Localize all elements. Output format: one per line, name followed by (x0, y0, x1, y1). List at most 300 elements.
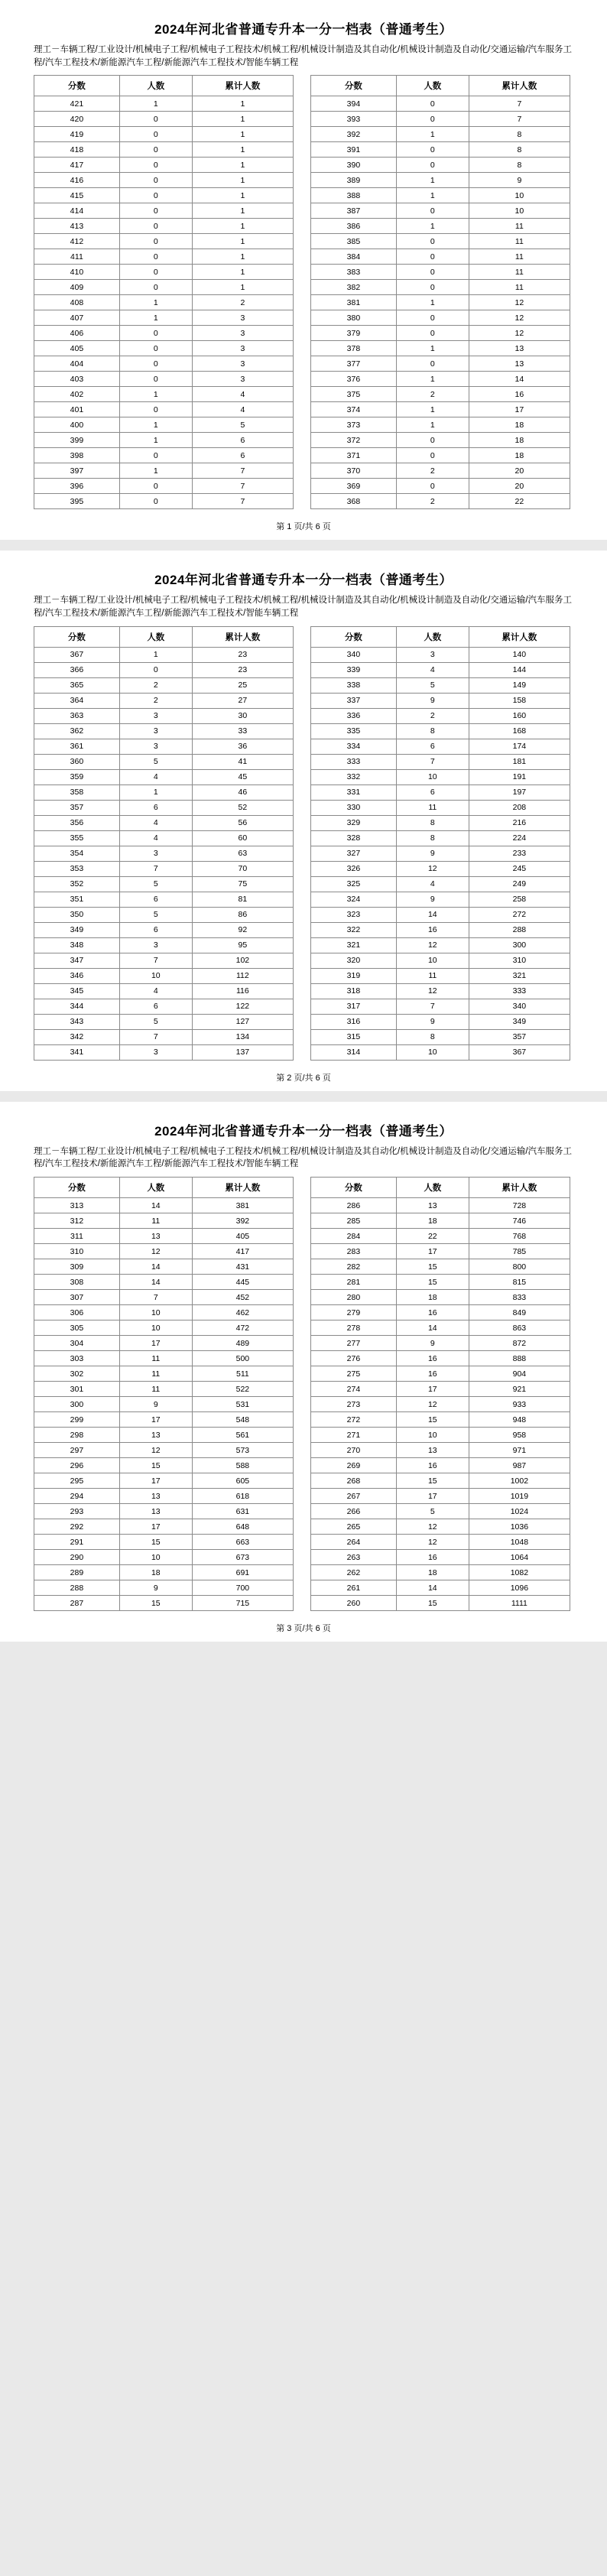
cell-cumulative: 288 (469, 922, 570, 937)
table-row (311, 1550, 570, 1565)
cell-count: 9 (119, 1397, 192, 1412)
cell-cumulative: 41 (192, 754, 293, 769)
cell-cumulative: 46 (192, 784, 293, 800)
cell-cumulative: 7 (469, 96, 570, 112)
cell-cumulative: 548 (192, 1412, 293, 1428)
table-row (311, 1044, 570, 1060)
table-row (34, 1336, 294, 1351)
cell-cumulative: 6 (192, 448, 293, 463)
table-row (311, 677, 570, 693)
table-row (311, 1565, 570, 1580)
cell-score: 303 (34, 1351, 120, 1366)
cell-score: 363 (34, 708, 120, 723)
table-row (34, 127, 294, 142)
page-title: 2024年河北省普通专升本一分一档表（普通考生） (154, 22, 453, 37)
cell-count: 12 (119, 1443, 192, 1458)
page-title: 2024年河北省普通专升本一分一档表（普通考生） (154, 1123, 453, 1139)
cell-cumulative: 588 (192, 1458, 293, 1473)
cell-count: 7 (119, 861, 192, 876)
cell-count: 12 (396, 861, 469, 876)
cell-cumulative: 1 (192, 265, 293, 280)
table-row (34, 1366, 294, 1382)
cell-count: 0 (396, 310, 469, 326)
cell-count: 7 (119, 1290, 192, 1305)
cell-cumulative: 663 (192, 1535, 293, 1550)
table-row (34, 1014, 294, 1029)
page-footer: 第 3 页/共 6 页 (276, 1624, 331, 1634)
cell-cumulative: 144 (469, 662, 570, 677)
cell-score: 344 (34, 999, 120, 1014)
cell-count: 0 (119, 479, 192, 494)
cell-score: 387 (311, 203, 397, 219)
table-row (34, 1229, 294, 1244)
cell-score: 416 (34, 173, 120, 188)
cell-count: 0 (396, 356, 469, 372)
cell-score: 261 (311, 1580, 397, 1596)
cell-cumulative: 1048 (469, 1535, 570, 1550)
table-row (311, 463, 570, 479)
cell-score: 379 (311, 326, 397, 341)
cell-score: 411 (34, 249, 120, 265)
cell-count: 14 (396, 1580, 469, 1596)
table-row (311, 922, 570, 937)
cell-count: 5 (119, 876, 192, 892)
cell-cumulative: 849 (469, 1305, 570, 1320)
cell-score: 320 (311, 953, 397, 968)
cell-score: 311 (34, 1229, 120, 1244)
cell-cumulative: 948 (469, 1412, 570, 1428)
cell-score: 278 (311, 1320, 397, 1336)
cell-cumulative: 888 (469, 1351, 570, 1366)
table-header-row (311, 1178, 570, 1198)
cell-count: 1 (396, 402, 469, 417)
cell-count: 0 (396, 433, 469, 448)
cell-score: 410 (34, 265, 120, 280)
cell-count: 18 (396, 1290, 469, 1305)
cell-cumulative: 1 (192, 158, 293, 173)
table-row (311, 647, 570, 662)
table-row (311, 1382, 570, 1397)
cell-count: 5 (396, 677, 469, 693)
cell-cumulative: 1111 (469, 1596, 570, 1611)
cell-cumulative: 7 (192, 479, 293, 494)
table-row (311, 1397, 570, 1412)
cell-count: 22 (396, 1229, 469, 1244)
cell-cumulative: 987 (469, 1458, 570, 1473)
cell-cumulative: 349 (469, 1014, 570, 1029)
table-row (34, 1320, 294, 1336)
cell-score: 342 (34, 1029, 120, 1044)
cell-count: 12 (396, 1535, 469, 1550)
table-row (311, 1029, 570, 1044)
cell-cumulative: 1024 (469, 1504, 570, 1519)
cell-cumulative: 86 (192, 907, 293, 922)
table-row (34, 953, 294, 968)
cell-cumulative: 971 (469, 1443, 570, 1458)
table-row (311, 280, 570, 295)
cell-count: 13 (119, 1428, 192, 1443)
cell-cumulative: 258 (469, 892, 570, 907)
cell-score: 307 (34, 1290, 120, 1305)
cell-score: 326 (311, 861, 397, 876)
cell-score: 270 (311, 1443, 397, 1458)
table-row (34, 1029, 294, 1044)
cell-cumulative: 60 (192, 830, 293, 846)
cell-count: 11 (396, 968, 469, 983)
cell-cumulative: 102 (192, 953, 293, 968)
table-row (34, 937, 294, 953)
table-row (311, 1504, 570, 1519)
cell-cumulative: 11 (469, 280, 570, 295)
cell-cumulative: 648 (192, 1519, 293, 1535)
cell-count: 7 (119, 953, 192, 968)
table-row (34, 219, 294, 234)
cell-count: 1 (119, 96, 192, 112)
cell-score: 409 (34, 280, 120, 295)
table-row (34, 1397, 294, 1412)
cell-count: 18 (396, 1565, 469, 1580)
cell-count: 11 (396, 800, 469, 815)
cell-cumulative: 691 (192, 1565, 293, 1580)
cell-score: 404 (34, 356, 120, 372)
cell-count: 0 (119, 494, 192, 509)
cell-score: 279 (311, 1305, 397, 1320)
cell-score: 391 (311, 142, 397, 158)
cell-score: 377 (311, 356, 397, 372)
cell-score: 266 (311, 1504, 397, 1519)
table-row (311, 142, 570, 158)
cell-score: 316 (311, 1014, 397, 1029)
cell-cumulative: 417 (192, 1244, 293, 1259)
cell-score: 376 (311, 372, 397, 387)
cell-count: 0 (119, 372, 192, 387)
cell-cumulative: 116 (192, 983, 293, 999)
cell-score: 354 (34, 846, 120, 861)
table-row (311, 693, 570, 708)
cell-count: 0 (119, 188, 192, 203)
cell-cumulative: 573 (192, 1443, 293, 1458)
cell-count: 1 (396, 127, 469, 142)
cell-score: 335 (311, 723, 397, 739)
cell-score: 378 (311, 341, 397, 356)
cell-count: 0 (119, 341, 192, 356)
cell-score: 322 (311, 922, 397, 937)
cell-score: 269 (311, 1458, 397, 1473)
tables-container (34, 75, 573, 509)
cell-cumulative: 1 (192, 249, 293, 265)
cell-cumulative: 11 (469, 219, 570, 234)
cell-cumulative: 921 (469, 1382, 570, 1397)
table-row (311, 739, 570, 754)
cell-count: 8 (396, 815, 469, 830)
score-table-left (34, 1177, 294, 1611)
cell-score: 297 (34, 1443, 120, 1458)
cell-score: 308 (34, 1275, 120, 1290)
table-row (311, 173, 570, 188)
cell-count: 4 (119, 815, 192, 830)
cell-cumulative: 381 (192, 1198, 293, 1213)
cell-count: 12 (396, 937, 469, 953)
table-row (311, 1428, 570, 1443)
cell-count: 4 (119, 830, 192, 846)
column-header: 分数 (311, 76, 397, 96)
cell-count: 2 (396, 387, 469, 402)
cell-count: 8 (396, 723, 469, 739)
cell-score: 318 (311, 983, 397, 999)
table-row (311, 494, 570, 509)
cell-cumulative: 8 (469, 158, 570, 173)
cell-score: 310 (34, 1244, 120, 1259)
cell-count: 0 (396, 280, 469, 295)
table-row (34, 983, 294, 999)
cell-score: 388 (311, 188, 397, 203)
cell-cumulative: 300 (469, 937, 570, 953)
table-row (311, 203, 570, 219)
column-header: 分数 (34, 626, 120, 647)
score-table-left (34, 626, 294, 1061)
cell-score: 407 (34, 310, 120, 326)
table-row (311, 310, 570, 326)
table-row (34, 280, 294, 295)
table-row (34, 1351, 294, 1366)
cell-score: 373 (311, 417, 397, 433)
page (0, 0, 607, 540)
table-row (311, 892, 570, 907)
cell-cumulative: 81 (192, 892, 293, 907)
cell-score: 395 (34, 494, 120, 509)
cell-score: 287 (34, 1596, 120, 1611)
cell-cumulative: 1019 (469, 1489, 570, 1504)
table-row (34, 310, 294, 326)
cell-count: 1 (396, 188, 469, 203)
table-header-row (34, 626, 294, 647)
cell-count: 14 (119, 1275, 192, 1290)
table-row (311, 1198, 570, 1213)
cell-cumulative: 13 (469, 356, 570, 372)
cell-count: 4 (396, 662, 469, 677)
cell-cumulative: 958 (469, 1428, 570, 1443)
table-row (34, 1443, 294, 1458)
cell-score: 398 (34, 448, 120, 463)
cell-count: 9 (396, 846, 469, 861)
cell-score: 330 (311, 800, 397, 815)
cell-count: 16 (396, 922, 469, 937)
table-row (34, 1213, 294, 1229)
cell-cumulative: 2 (192, 295, 293, 310)
cell-score: 304 (34, 1336, 120, 1351)
table-row (311, 1535, 570, 1550)
cell-count: 10 (396, 1044, 469, 1060)
table-row (34, 815, 294, 830)
table-row (311, 1473, 570, 1489)
cell-count: 8 (396, 1029, 469, 1044)
cell-count: 9 (396, 693, 469, 708)
cell-count: 1 (396, 341, 469, 356)
cell-count: 3 (396, 647, 469, 662)
table-row (311, 1412, 570, 1428)
cell-count: 2 (396, 494, 469, 509)
cell-count: 0 (119, 280, 192, 295)
cell-score: 284 (311, 1229, 397, 1244)
cell-score: 403 (34, 372, 120, 387)
table-row (311, 1275, 570, 1290)
cell-count: 9 (396, 1014, 469, 1029)
cell-cumulative: 746 (469, 1213, 570, 1229)
cell-count: 3 (119, 723, 192, 739)
cell-count: 13 (396, 1443, 469, 1458)
cell-score: 331 (311, 784, 397, 800)
cell-count: 14 (119, 1198, 192, 1213)
cell-score: 356 (34, 815, 120, 830)
table-row (34, 234, 294, 249)
cell-cumulative: 10 (469, 203, 570, 219)
table-row (311, 708, 570, 723)
table-row (311, 1320, 570, 1336)
cell-cumulative: 785 (469, 1244, 570, 1259)
table-row (34, 892, 294, 907)
cell-count: 14 (396, 1320, 469, 1336)
table-row (311, 769, 570, 784)
table-row (311, 112, 570, 127)
cell-cumulative: 452 (192, 1290, 293, 1305)
cell-score: 319 (311, 968, 397, 983)
cell-score: 408 (34, 295, 120, 310)
cell-score: 347 (34, 953, 120, 968)
table-row (34, 1428, 294, 1443)
table-row (311, 1336, 570, 1351)
cell-score: 264 (311, 1535, 397, 1550)
cell-count: 9 (396, 1336, 469, 1351)
cell-score: 299 (34, 1412, 120, 1428)
cell-cumulative: 160 (469, 708, 570, 723)
cell-score: 381 (311, 295, 397, 310)
cell-count: 17 (119, 1473, 192, 1489)
cell-cumulative: 333 (469, 983, 570, 999)
page (0, 1102, 607, 1642)
table-row (34, 739, 294, 754)
cell-cumulative: 12 (469, 310, 570, 326)
cell-cumulative: 618 (192, 1489, 293, 1504)
cell-score: 263 (311, 1550, 397, 1565)
cell-score: 369 (311, 479, 397, 494)
cell-count: 5 (119, 1014, 192, 1029)
cell-count: 0 (396, 142, 469, 158)
table-row (34, 784, 294, 800)
cell-cumulative: 191 (469, 769, 570, 784)
table-row (34, 479, 294, 494)
cell-score: 418 (34, 142, 120, 158)
cell-cumulative: 92 (192, 922, 293, 937)
table-row (34, 158, 294, 173)
cell-cumulative: 872 (469, 1336, 570, 1351)
cell-cumulative: 5 (192, 417, 293, 433)
cell-score: 352 (34, 876, 120, 892)
cell-count: 3 (119, 739, 192, 754)
cell-count: 10 (396, 1428, 469, 1443)
cell-count: 2 (119, 677, 192, 693)
cell-cumulative: 7 (192, 494, 293, 509)
cell-score: 281 (311, 1275, 397, 1290)
page-subtitle: 理工－车辆工程/工业设计/机械电子工程/机械电子工程技术/机械工程/机械设计制造及其自动化/机械设计制造及自动化/交通运输/汽车服务工程/汽车工程技术/新能源汽车工程/新能源汽车工程技术/智能车辆工程 (34, 45, 573, 67)
cell-cumulative: 1096 (469, 1580, 570, 1596)
cell-count: 0 (396, 448, 469, 463)
page-footer: 第 1 页/共 6 页 (276, 522, 331, 532)
cell-score: 315 (311, 1029, 397, 1044)
cell-score: 337 (311, 693, 397, 708)
cell-cumulative: 489 (192, 1336, 293, 1351)
cell-count: 15 (396, 1473, 469, 1489)
cell-score: 351 (34, 892, 120, 907)
cell-count: 1 (119, 310, 192, 326)
cell-cumulative: 16 (469, 387, 570, 402)
cell-cumulative: 181 (469, 754, 570, 769)
cell-score: 406 (34, 326, 120, 341)
cell-count: 17 (396, 1489, 469, 1504)
cell-count: 16 (396, 1458, 469, 1473)
cell-count: 0 (119, 203, 192, 219)
cell-score: 360 (34, 754, 120, 769)
cell-count: 1 (119, 463, 192, 479)
cell-cumulative: 561 (192, 1428, 293, 1443)
cell-count: 6 (119, 800, 192, 815)
cell-count: 0 (119, 249, 192, 265)
cell-count: 0 (396, 265, 469, 280)
cell-cumulative: 631 (192, 1504, 293, 1519)
cell-cumulative: 1 (192, 127, 293, 142)
cell-cumulative: 25 (192, 677, 293, 693)
cell-score: 386 (311, 219, 397, 234)
cell-count: 10 (119, 1320, 192, 1336)
cell-score: 325 (311, 876, 397, 892)
cell-score: 274 (311, 1382, 397, 1397)
cell-cumulative: 500 (192, 1351, 293, 1366)
cell-cumulative: 357 (469, 1029, 570, 1044)
cell-cumulative: 1036 (469, 1519, 570, 1535)
cell-score: 361 (34, 739, 120, 754)
cell-score: 314 (311, 1044, 397, 1060)
cell-count: 11 (119, 1382, 192, 1397)
cell-count: 4 (119, 983, 192, 999)
cell-count: 10 (119, 1550, 192, 1565)
table-row (311, 96, 570, 112)
cell-score: 367 (34, 647, 120, 662)
cell-cumulative: 9 (469, 173, 570, 188)
cell-cumulative: 768 (469, 1229, 570, 1244)
cell-score: 273 (311, 1397, 397, 1412)
table-row (311, 662, 570, 677)
table-row (311, 968, 570, 983)
table-row (34, 677, 294, 693)
table-row (311, 861, 570, 876)
cell-cumulative: 1 (192, 188, 293, 203)
cell-score: 305 (34, 1320, 120, 1336)
cell-score: 339 (311, 662, 397, 677)
cell-count: 10 (119, 968, 192, 983)
table-row (34, 846, 294, 861)
cell-cumulative: 1002 (469, 1473, 570, 1489)
column-header: 人数 (119, 1178, 192, 1198)
table-row (311, 800, 570, 815)
cell-cumulative: 18 (469, 433, 570, 448)
cell-cumulative: 1064 (469, 1550, 570, 1565)
table-row (311, 1489, 570, 1504)
table-row (34, 356, 294, 372)
table-row (34, 723, 294, 739)
column-header: 累计人数 (192, 626, 293, 647)
table-row (311, 1244, 570, 1259)
cell-score: 355 (34, 830, 120, 846)
score-table-right (310, 626, 570, 1061)
